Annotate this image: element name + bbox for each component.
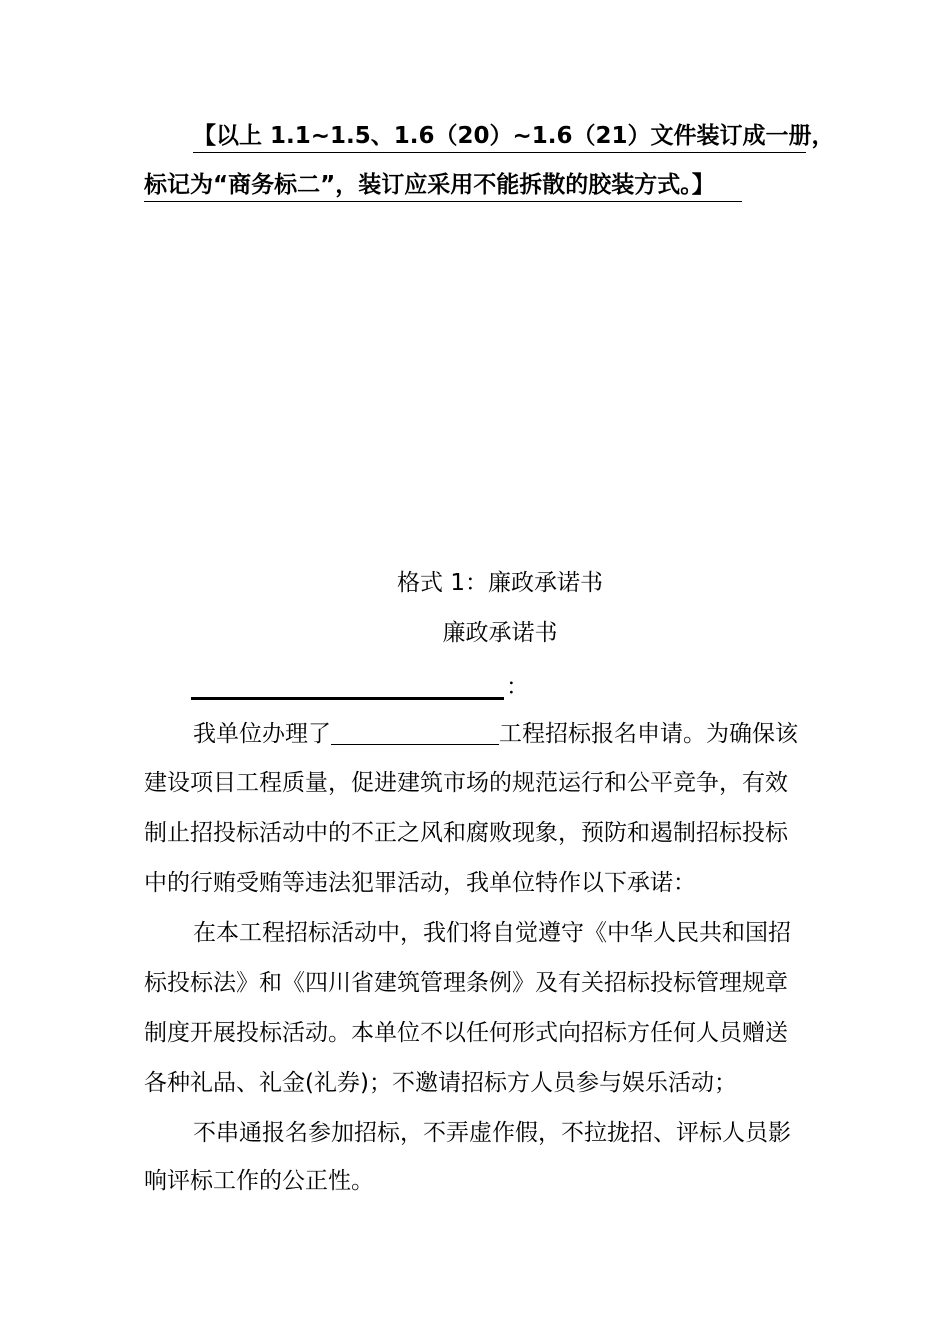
project-name-blank bbox=[331, 720, 499, 745]
paragraph-1-line-3: 制止招投标活动中的不正之风和腐败现象，预防和遏制招标投标 bbox=[144, 820, 788, 846]
paragraph-1-start: 我单位办理了 bbox=[193, 721, 331, 747]
paragraph-2-line-2: 标投标法》和《四川省建筑管理条例》及有关招标投标管理规章 bbox=[144, 970, 788, 996]
binding-note-underline-2 bbox=[144, 201, 742, 202]
paragraph-1-line-4: 中的行贿受贿等违法犯罪活动，我单位特作以下承诺： bbox=[144, 870, 696, 896]
binding-note-line-2: 标记为“商务标二”，装订应采用不能拆散的胶装方式。】 bbox=[144, 172, 715, 198]
paragraph-2-line-3: 制度开展投标活动。本单位不以任何形式向招标方任何人员赠送 bbox=[144, 1020, 788, 1046]
paragraph-2-line-4: 各种礼品、礼金(礼券)；不邀请招标方人员参与娱乐活动； bbox=[144, 1070, 737, 1096]
paragraph-1-line-2: 建设项目工程质量，促进建筑市场的规范运行和公平竞争，有效 bbox=[144, 770, 788, 796]
binding-note-underline-1 bbox=[193, 152, 806, 153]
addressee-blank-line bbox=[191, 697, 504, 700]
paragraph-3-line-1: 不串通报名参加招标，不弄虚作假，不拉拢招、评标人员影 bbox=[193, 1120, 791, 1146]
binding-note-line-1: 【以上 1.1~1.5、1.6（20）~1.6（21）文件装订成一册， bbox=[193, 123, 835, 149]
format-title: 格式 1：廉政承诺书 bbox=[397, 570, 603, 596]
paragraph-1-continuation: 工程招标报名申请。为确保该 bbox=[499, 721, 798, 747]
document-title: 廉政承诺书 bbox=[442, 620, 558, 646]
paragraph-2-line-1: 在本工程招标活动中，我们将自觉遵守《中华人民共和国招 bbox=[193, 920, 791, 946]
paragraph-3-line-2: 响评标工作的公正性。 bbox=[144, 1168, 374, 1194]
paragraph-1-line-1 bbox=[193, 719, 798, 749]
addressee-colon: ： bbox=[506, 674, 529, 700]
